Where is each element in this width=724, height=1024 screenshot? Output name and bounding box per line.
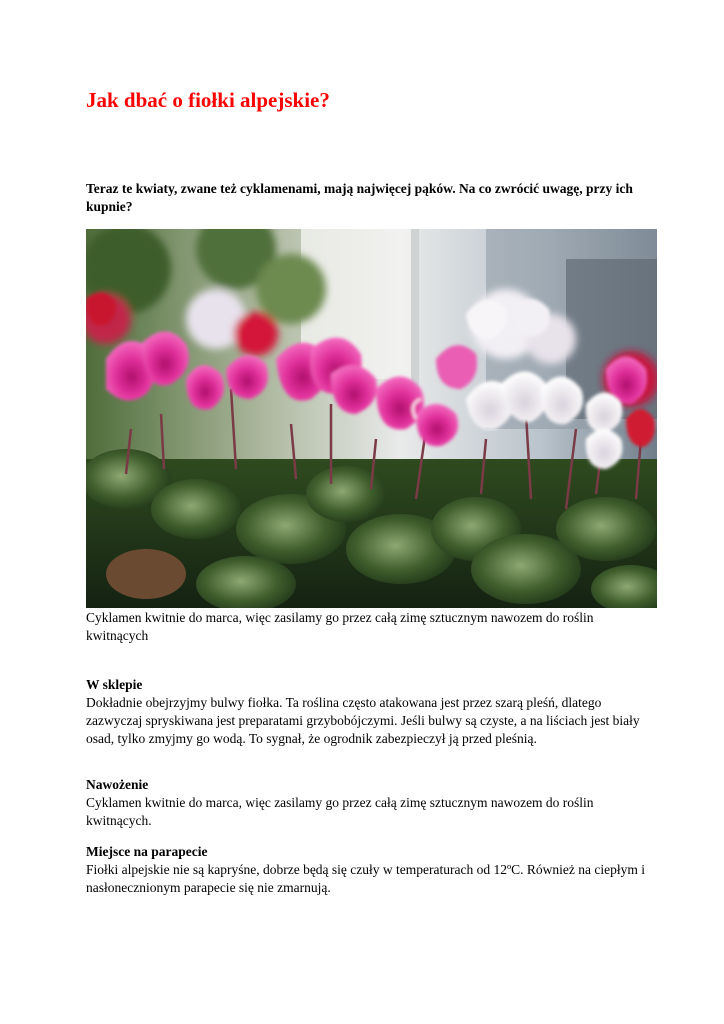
section-heading: Miejsce na parapecie bbox=[86, 844, 208, 859]
photo-caption: Cyklamen kwitnie do marca, więc zasilamy go przez całą zimę sztucznym nawozem do roślin kwitnących bbox=[86, 610, 594, 643]
page-title: Jak dbać o fiołki alpejskie? bbox=[86, 88, 330, 112]
section-body: Dokładnie obejrzyjmy bulwy fiołka. Ta roślina często atakowana jest przez szarą pleśń, dlatego zazwyczaj spryskiwana jest preparatami grzybobójczymi. Jeśli bulwy są czyste, a na liściach jest biały osad, tylko zmyjmy go wodą. To sygnał, że ogrodnik zabezpieczył ją przed pleśnią. bbox=[86, 695, 640, 746]
cyclamen-photo bbox=[86, 229, 657, 608]
section-body: Fiołki alpejskie nie są kapryśne, dobrze będą się czuły w temperaturach od 12ºC. Również na ciepłym i nasłonecznionym parapecie się nie zmarnują. bbox=[86, 862, 646, 895]
section-windowsill bbox=[86, 843, 656, 897]
section-heading: W sklepie bbox=[86, 677, 143, 692]
section-heading: Nawożenie bbox=[86, 777, 149, 792]
section-body: Cyklamen kwitnie do marca, więc zasilamy go przez całą zimę sztucznym nawozem do roślin kwitnących. bbox=[86, 795, 594, 828]
section-in-store bbox=[86, 676, 656, 748]
lead-paragraph: Teraz te kwiaty, zwane też cyklamenami, mają najwięcej pąków. Na co zwrócić uwagę, przy ich kupnie? bbox=[86, 181, 633, 214]
section-fertilizing bbox=[86, 776, 656, 830]
